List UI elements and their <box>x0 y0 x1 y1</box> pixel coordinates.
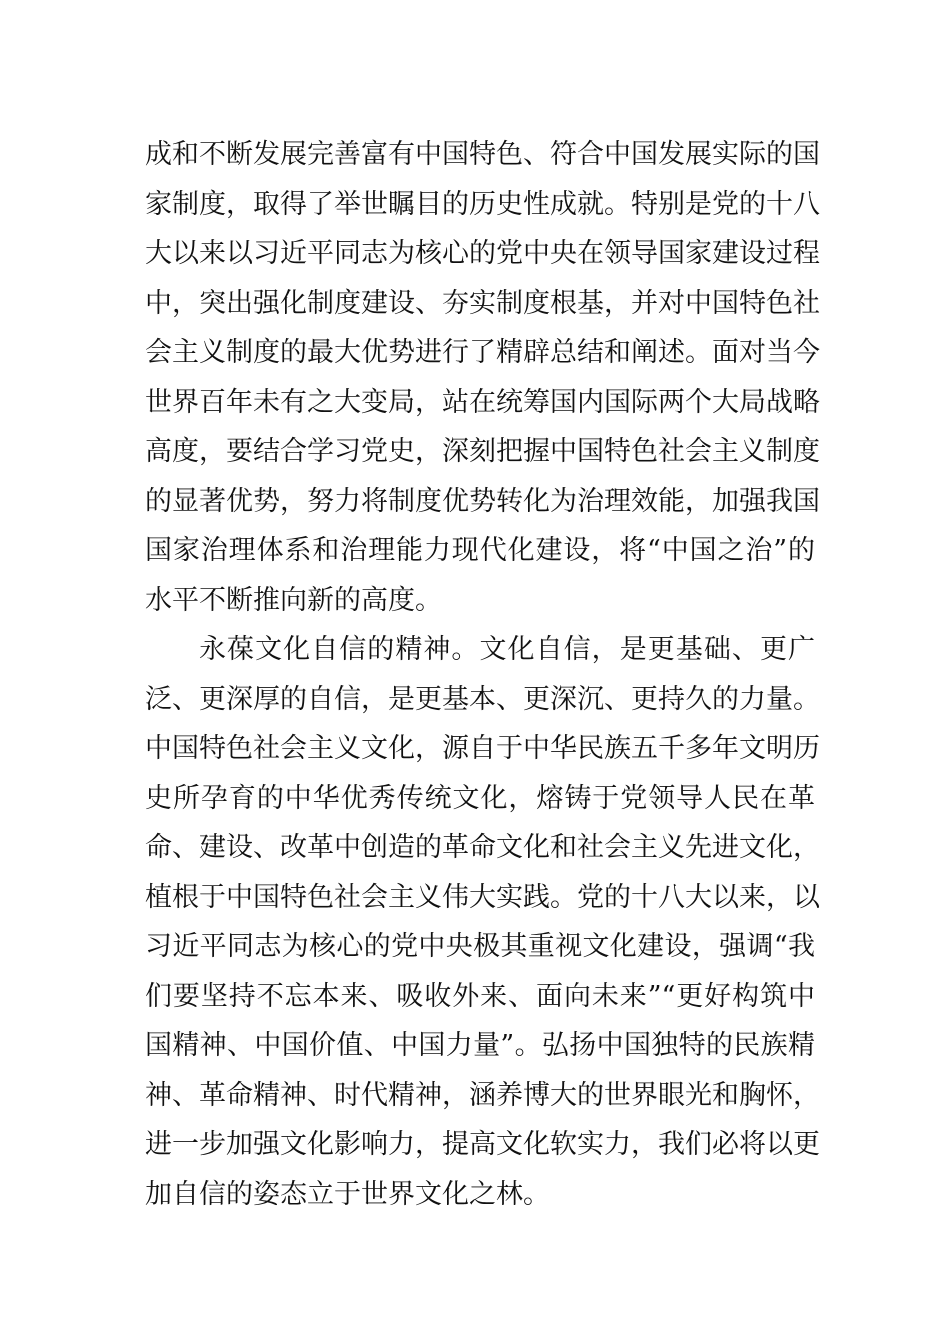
paragraph-1-line-2: 家制度，取得了举世瞩目的历史性成就。特别是党的十八 <box>145 189 820 220</box>
paragraph-2-line-7: 习近平同志为核心的党中央极其重视文化建设，强调“我 <box>145 931 815 962</box>
paragraph-1-line-5: 会主义制度的最大优势进行了精辟总结和阐述。面对当今 <box>145 337 820 368</box>
paragraph-1-line-8: 的显著优势，努力将制度优势转化为治理效能，加强我国 <box>145 486 820 517</box>
paragraph-2-line-6: 植根于中国特色社会主义伟大实践。党的十八大以来，以 <box>145 882 820 913</box>
paragraph-2-line-4: 史所孕育的中华优秀传统文化，熔铸于党领导人民在革 <box>145 783 815 814</box>
paragraph-2-line-8: 们要坚持不忘本来、吸收外来、面向未来”“更好构筑中 <box>145 981 815 1012</box>
paragraph-1-line-6: 世界百年未有之大变局，站在统筹国内国际两个大局战略 <box>145 387 820 418</box>
paragraph-2-line-11: 进一步加强文化影响力，提高文化软实力，我们必将以更 <box>145 1129 820 1160</box>
paragraph-2-line-5: 命、建设、改革中创造的革命文化和社会主义先进文化， <box>145 832 820 863</box>
paragraph-2-line-2: 泛、更深厚的自信，是更基本、更深沉、更持久的力量。 <box>145 684 820 715</box>
paragraph-1-line-7: 高度，要结合学习党史，深刻把握中国特色社会主义制度 <box>145 436 820 467</box>
paragraph-2-line-12: 加自信的姿态立于世界文化之林。 <box>145 1179 550 1210</box>
paragraph-1-line-10: 水平不断推向新的高度。 <box>145 585 442 616</box>
paragraph-2-line-3: 中国特色社会主义文化，源自于中华民族五千多年文明历 <box>145 733 820 764</box>
paragraph-1-line-4: 中，突出强化制度建设、夯实制度根基，并对中国特色社 <box>145 288 820 319</box>
paragraph-1-line-9: 国家治理体系和治理能力现代化建设，将“中国之治”的 <box>145 535 815 566</box>
paragraph-2-line-1: 永葆文化自信的精神。文化自信，是更基础、更广 <box>199 634 815 665</box>
paragraph-2-line-9: 国精神、中国价值、中国力量”。弘扬中国独特的民族精 <box>145 1030 815 1061</box>
paragraph-1-line-1: 成和不断发展完善富有中国特色、符合中国发展实际的国 <box>145 139 820 170</box>
paragraph-2-line-10: 神、革命精神、时代精神，涵养博大的世界眼光和胸怀， <box>145 1080 820 1111</box>
paragraph-1-line-3: 大以来以习近平同志为核心的党中央在领导国家建设过程 <box>145 238 820 269</box>
